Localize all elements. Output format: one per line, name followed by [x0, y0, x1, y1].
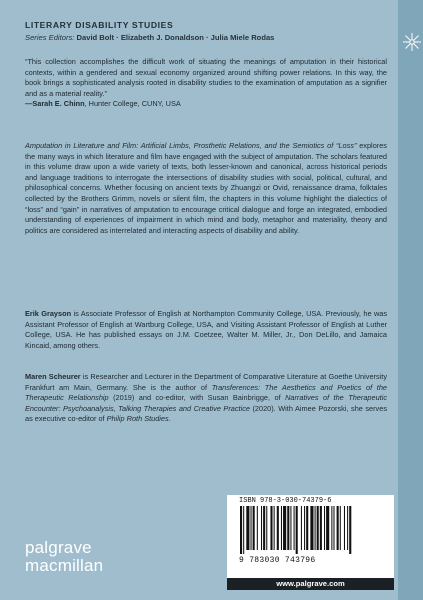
barcode-bar	[326, 506, 329, 550]
barcode-bar	[310, 506, 313, 550]
barcode-bar	[251, 506, 252, 550]
quote-affiliation: , Hunter College, CUNY, USA	[84, 99, 181, 109]
barcode-bar	[315, 506, 316, 550]
barcode-bar	[277, 506, 279, 550]
barcode-bar	[257, 506, 258, 550]
barcode-bar	[333, 506, 334, 550]
bio-text-scheurer-2: (2019) and co-editor, with Susan Bainbrigge, of	[108, 393, 286, 403]
endorsement-quote	[25, 57, 387, 110]
bio-book-2: Narratives of the Therapeutic Encounter: Psychoanalysis, Talking Therapies and Creative Practice	[25, 393, 387, 413]
barcode-bar	[320, 506, 322, 550]
barcode-bar	[296, 506, 298, 554]
bio-name-scheurer: Maren Scheurer	[25, 372, 81, 381]
barcode-bar	[331, 506, 332, 550]
editor-bio-grayson	[25, 309, 387, 351]
publisher-url[interactable]: www.palgrave.com	[227, 578, 394, 590]
bio-text-scheurer-4: .	[168, 414, 171, 424]
series-editors	[25, 33, 274, 42]
isbn-number: ISBN 978-3-030-74379-6	[239, 497, 332, 505]
barcode-bar	[270, 506, 272, 550]
series-editors-names: David Bolt · Elizabeth J. Donaldson · Julia Miele Rodas	[76, 33, 275, 42]
barcode-bar	[266, 506, 267, 550]
barcode-bar	[281, 506, 282, 550]
bio-book-3: Philip Roth Studies	[106, 414, 169, 424]
barcode-bar	[340, 506, 341, 550]
barcode-bar	[287, 506, 289, 550]
barcode-graphic	[239, 506, 384, 554]
bio-book-1: Transferences: The Aesthetics and Poetics of the Therapeutic Relationship	[25, 382, 387, 403]
barcode-bar	[294, 506, 295, 550]
barcode-bar	[347, 506, 348, 550]
barcode-bar	[240, 506, 242, 554]
bio-text-scheurer-3: (2020). With Aimee Pozorski, she serves as executive co-editor of	[25, 403, 387, 424]
quote-author: —Sarah E. Chinn	[25, 99, 85, 109]
book-title: Amputation in Literature and Film: Artificial Limbs, Prosthetic Relations, and the Semiotics of “Loss”	[25, 141, 357, 150]
barcode-digits: 9 783030 743796	[239, 556, 316, 565]
bio-text-grayson: is Associate Professor of English at Northampton Community College, USA. Previously, he was Assistant Professor of English at Wartburg College, USA, and Visiting Assistant Professor of English at Luther College, USA. He has published essays on J.M. Coetzee, Walter M. Miller, Jr., Don DeLillo, and Jamaica Kincaid, among others.	[25, 309, 387, 350]
description-text: explores the many ways in which literature and film have engaged with the subject of amputation. The scholars featured in this volume draw upon a wide variety of texts, both lesser-known and canonical, across historical periods and language traditions to interrogate the intersections of disability studies with social, political, cultural, and philosophical concerns. Whether focusing on ancient texts by Zhuangzi or Ovid, renaissance drama, folktales collected by the Brothers Grimm, novels or silent film, the chapters in this volume highlight the dialectics of “loss” and “gain” in narratives of amputation to encourage critical dialogue and forge an integrated, embodied understanding of experiences of impairment in which mind and body, metaphor and materiality, theory and politics are considered as interrelated and interacting aspects of disability and ability.	[25, 141, 387, 235]
barcode-bar	[306, 506, 308, 550]
barcode-bar	[253, 506, 255, 550]
quote-text: “This collection accomplishes the difficult work of situating the meanings of amputation in their historical contexts, within a gendered and sexual economy organized around shifting power relations. In this way, the book brings a sophisticated analysis rooted in disability studies to the examination of amputation as a signifier and as a material reality.”	[25, 57, 387, 98]
bio-text-scheurer-1: is Researcher and Lecturer in the Department of Comparative Literature at Goethe University Frankfurt am Main, Germany. She is the author of	[25, 372, 387, 392]
barcode-bar	[246, 506, 249, 550]
barcode-bar	[317, 506, 319, 550]
barcode-bar	[324, 506, 325, 550]
barcode-bar	[344, 506, 345, 550]
series-title: LITERARY DISABILITY STUDIES	[25, 20, 174, 30]
barcode-bar	[301, 506, 302, 550]
series-editors-label: Series Editors:	[25, 33, 75, 42]
publisher-name-line2: macmillan	[25, 556, 104, 575]
barcode-bar	[283, 506, 286, 550]
barcode-bar	[290, 506, 291, 550]
bio-name-grayson: Erik Grayson	[25, 309, 72, 318]
barcode-bar	[261, 506, 262, 550]
barcode-bar	[263, 506, 265, 550]
palgrave-star-logo-icon	[402, 32, 422, 52]
barcode-bar	[274, 506, 275, 550]
editor-bio-scheurer	[25, 372, 387, 425]
book-description	[25, 141, 387, 236]
barcode-bar	[349, 506, 351, 554]
barcode-bar	[243, 506, 244, 554]
barcode-bar	[304, 506, 305, 550]
spine-strip	[398, 0, 423, 600]
barcode-bar	[337, 506, 339, 550]
publisher-name-line1: palgrave	[25, 538, 92, 557]
